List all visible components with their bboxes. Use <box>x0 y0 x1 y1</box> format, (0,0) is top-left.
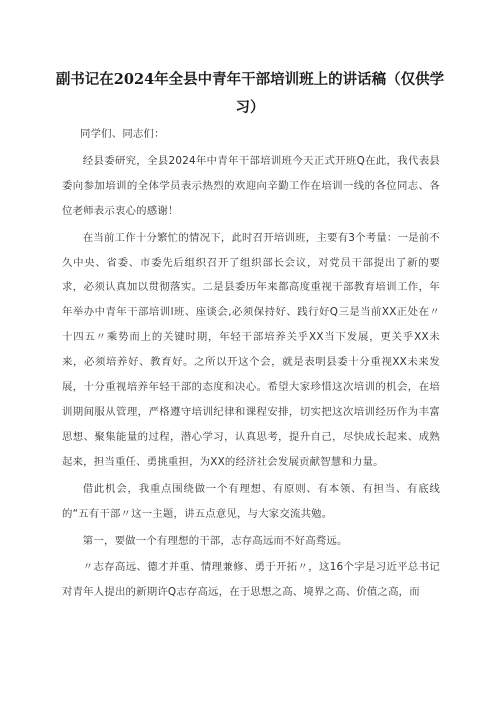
salutation: 同学们、同志们： <box>80 128 165 140</box>
document-title-line-2: 习） <box>235 99 265 116</box>
paragraph-considerations: 在当前工作十分繁忙的情况下，此时召开培训班，主要有3个考量：一是前不久中央、省委、市委先后组织召开了组织部长会议，对党员干部提出了新的要求，必须认真加以贯彻落实。二是县委历年来都高度重视干部教育培训工作，年年举办中青年干部培训l班、座谈会,必须保持好、践行好Q三是当前XX正处在〃十四五〃乘势而上的关键时期，年轻干部培养关乎XX当下发展，更关乎XX未来，必须培养好、教育好。之所以开这个会，就是表明县委十分重视XX未来发展，十分重视培养年轻干部的态度和决心。希望大家珍惜这次培训的机会，在培训期间服从管理，严格遵守培训纪律和课程安排，切实把这次培训经历作为丰富思想、聚集能量的过程，潜心学习，认真思考，提升自己，尽快成长起来、成熟起来，担当重任、勇挑重担，为XX的经济社会发展贡献智慧和力量。 <box>62 231 440 468</box>
paragraph-welcome: 经县委研究，全县2024年中青年干部培训班今天正式开班Q在此，我代表县委向参加培训的全体学员表示热烈的欢迎向辛勤工作在培训一线的各位同志、各位老师表示衷心的感谢！ <box>62 154 440 217</box>
document-body <box>62 118 440 607</box>
paragraph-theme: 借此机会，我重点围绕做一个有理想、有原则、有本领、有担当、有底线的“五有干部〃这一主题，讲五点意见，与大家交流共勉。 <box>62 482 440 520</box>
document-title-line-1: 副书记在2024年全县中青年干部培训班上的讲话稿（仅供学 <box>55 71 445 88</box>
paragraph-point-one-body: 〃志存高远、德才并重、情理兼修、勇于开拓〃，这16个字是习近平总书记对青年人提出的新期许Q志存高远，在于思想之高、境界之高、价值之高，而 <box>62 561 440 599</box>
paragraph-point-one-heading: 第一，要做一个有理想的干部，志存高远而不好高骛远。 <box>82 534 348 547</box>
